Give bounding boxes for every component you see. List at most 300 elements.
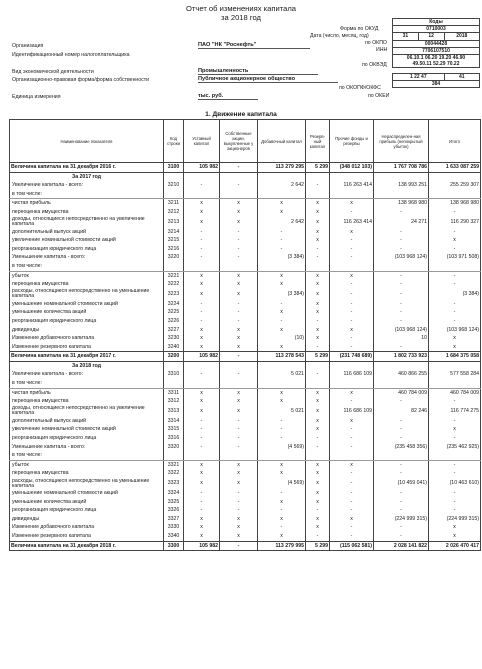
row-value: - — [220, 498, 258, 507]
row-code: 3220 — [164, 253, 184, 262]
report-title-line1: Отчет об изменениях капитала — [186, 4, 296, 13]
table-row — [10, 417, 481, 426]
row-value: 116 263 414 — [330, 217, 374, 228]
row-value: x — [220, 326, 258, 335]
row-code: 3224 — [164, 300, 184, 309]
row-value — [374, 262, 429, 271]
row-value — [306, 172, 330, 181]
row-label: За 2017 год — [10, 172, 164, 181]
row-value: x — [184, 326, 220, 335]
col-retained-earnings: Нераспределен-ная прибыль (непокрытый убыток) — [374, 120, 429, 163]
label-unit: Единица измерения — [12, 94, 61, 100]
row-value: (103 968 124) — [374, 253, 429, 262]
row-value: - — [220, 443, 258, 452]
table-row — [10, 199, 481, 208]
row-value: - — [429, 228, 481, 237]
row-value: x — [258, 397, 306, 406]
table-row — [10, 489, 481, 498]
row-value: (3 384) — [258, 289, 306, 300]
row-code: 3216 — [164, 245, 184, 254]
row-value: x — [258, 271, 306, 280]
row-value: - — [258, 236, 306, 245]
row-value: - — [374, 417, 429, 426]
row-value — [429, 172, 481, 181]
row-value: 255 259 307 — [429, 181, 481, 190]
row-code: 3322 — [164, 469, 184, 478]
row-value: - — [330, 334, 374, 343]
row-code: 3212 — [164, 208, 184, 217]
row-value: x — [429, 523, 481, 532]
table-row — [10, 271, 481, 280]
row-value: x — [184, 469, 220, 478]
row-value: 5 299 — [306, 163, 330, 173]
row-value: 116 686 109 — [330, 406, 374, 417]
row-value: 2 642 — [258, 181, 306, 190]
row-value: 460 784 009 — [429, 388, 481, 397]
value-activity: Промышленность — [198, 68, 318, 75]
row-value: x — [220, 208, 258, 217]
label-okei: по ОКЕИ — [368, 93, 390, 99]
row-label: дополнительный выпуск акций — [10, 417, 164, 426]
row-label: Уменьшение капитала - всего: — [10, 443, 164, 452]
row-value: - — [306, 434, 330, 443]
table-row — [10, 388, 481, 397]
row-value — [184, 379, 220, 388]
row-value: - — [306, 532, 330, 541]
row-value: x — [306, 334, 330, 343]
row-value — [258, 190, 306, 199]
row-value: x — [184, 397, 220, 406]
row-value: - — [374, 425, 429, 434]
row-code: 3213 — [164, 217, 184, 228]
row-value: x — [306, 199, 330, 208]
row-value: (103 971 508) — [429, 253, 481, 262]
row-value: x — [330, 199, 374, 208]
row-value: - — [374, 460, 429, 469]
row-value: - — [374, 498, 429, 507]
row-value — [258, 172, 306, 181]
row-value: x — [220, 460, 258, 469]
row-value — [330, 172, 374, 181]
row-value — [374, 190, 429, 199]
row-value — [330, 451, 374, 460]
row-code — [164, 451, 184, 460]
row-value: 2 642 — [258, 217, 306, 228]
row-value: - — [184, 245, 220, 254]
table-row — [10, 326, 481, 335]
table-row — [10, 334, 481, 343]
row-label: в том числе: — [10, 379, 164, 388]
row-code: 3210 — [164, 181, 184, 190]
row-label: переоценка имущества — [10, 208, 164, 217]
row-value: - — [220, 489, 258, 498]
row-value: - — [184, 417, 220, 426]
row-label: в том числе: — [10, 451, 164, 460]
row-value: - — [258, 523, 306, 532]
row-value: - — [429, 469, 481, 478]
table-row — [10, 532, 481, 541]
row-value: x — [258, 199, 306, 208]
row-value: - — [330, 308, 374, 317]
col-treasury-shares: Собственные акции, выкупленные у акционеров — [220, 120, 258, 163]
row-value: x — [306, 280, 330, 289]
row-value: - — [374, 236, 429, 245]
row-value: - — [429, 460, 481, 469]
row-code: 3215 — [164, 236, 184, 245]
row-value: 116 290 327 — [429, 217, 481, 228]
row-value: x — [306, 217, 330, 228]
row-label: уменьшение количества акций — [10, 498, 164, 507]
table-row — [10, 172, 481, 181]
row-value: x — [220, 334, 258, 343]
row-code: 3100 — [164, 163, 184, 173]
row-value: - — [184, 308, 220, 317]
row-label: переоценка имущества — [10, 280, 164, 289]
row-value: x — [330, 417, 374, 426]
label-okopf: по ОКОПФ/ОКФС — [339, 85, 381, 91]
row-value: 10 — [374, 334, 429, 343]
row-value: - — [184, 425, 220, 434]
value-legal-form: Публичное акционерное общество — [198, 76, 338, 83]
row-value — [220, 190, 258, 199]
row-value: x — [220, 469, 258, 478]
table-row — [10, 469, 481, 478]
row-value: x — [184, 478, 220, 489]
row-value: - — [429, 280, 481, 289]
row-value — [306, 451, 330, 460]
row-value — [306, 361, 330, 370]
table-row — [10, 163, 481, 173]
row-label: реорганизация юридического лица — [10, 317, 164, 326]
row-code: 3312 — [164, 397, 184, 406]
row-value — [429, 379, 481, 388]
table-row — [10, 460, 481, 469]
row-label: реорганизация юридического лица — [10, 506, 164, 515]
row-code: 3324 — [164, 489, 184, 498]
row-value: x — [184, 271, 220, 280]
row-value: - — [306, 253, 330, 262]
row-label: Уменьшение капитала - всего: — [10, 253, 164, 262]
row-value: x — [220, 515, 258, 524]
row-code: 3326 — [164, 506, 184, 515]
row-value: 5 299 — [306, 352, 330, 362]
row-value: - — [220, 506, 258, 515]
row-value: 460 866 255 — [374, 370, 429, 379]
table-row — [10, 289, 481, 300]
row-value: - — [184, 506, 220, 515]
row-value: (3 384) — [258, 253, 306, 262]
row-value: x — [220, 217, 258, 228]
row-value: - — [306, 181, 330, 190]
row-value: x — [306, 236, 330, 245]
row-value: x — [220, 523, 258, 532]
row-value: - — [184, 253, 220, 262]
row-value: x — [429, 343, 481, 352]
row-label: убыток — [10, 271, 164, 280]
row-value: - — [258, 434, 306, 443]
row-code: 3214 — [164, 228, 184, 237]
row-label: в том числе: — [10, 262, 164, 271]
row-value — [374, 379, 429, 388]
row-value: - — [330, 300, 374, 309]
row-value: x — [220, 343, 258, 352]
table-row — [10, 352, 481, 362]
table-row — [10, 541, 481, 551]
row-value: - — [330, 532, 374, 541]
row-value: x — [184, 532, 220, 541]
row-value: - — [306, 443, 330, 452]
code-okfs: 41 — [444, 73, 479, 80]
col-code: Код строки — [164, 120, 184, 163]
table-row — [10, 190, 481, 199]
label-okved: по ОКВЭД — [362, 62, 387, 68]
row-value: - — [220, 236, 258, 245]
row-value: - — [220, 370, 258, 379]
row-value: x — [258, 388, 306, 397]
row-value: (10 459 041) — [374, 478, 429, 489]
row-code: 3221 — [164, 271, 184, 280]
code-okved-line1: 06.10.1 06.20 19.20 46.90 — [406, 54, 466, 61]
label-okud: Форма по ОКУД — [340, 26, 379, 32]
section-title: 1. Движение капитала — [205, 111, 277, 118]
row-value: x — [306, 208, 330, 217]
row-value: 577 558 284 — [429, 370, 481, 379]
row-value: - — [429, 317, 481, 326]
row-code — [164, 262, 184, 271]
row-value: - — [429, 417, 481, 426]
table-row — [10, 262, 481, 271]
row-value: - — [220, 425, 258, 434]
row-value: - — [330, 443, 374, 452]
row-value — [184, 190, 220, 199]
row-value: (103 968 124) — [429, 326, 481, 335]
row-value: (4 569) — [258, 478, 306, 489]
row-label: уменьшение количества акций — [10, 308, 164, 317]
table-row — [10, 498, 481, 507]
row-value: - — [330, 280, 374, 289]
table-row — [10, 434, 481, 443]
row-code: 3230 — [164, 334, 184, 343]
row-code — [164, 379, 184, 388]
row-value: - — [220, 163, 258, 173]
row-value: 5 299 — [306, 541, 330, 551]
row-value: x — [220, 280, 258, 289]
row-value: - — [374, 280, 429, 289]
table-row — [10, 451, 481, 460]
code-okei: 384 — [393, 81, 480, 88]
code-date-year: 2018 — [444, 33, 479, 40]
row-value — [374, 172, 429, 181]
code-okopf: 1 22 47 — [393, 73, 445, 80]
row-value: - — [374, 317, 429, 326]
row-value: 5 021 — [258, 406, 306, 417]
row-value: - — [330, 253, 374, 262]
code-date-day: 31 — [393, 33, 419, 40]
row-value: - — [258, 300, 306, 309]
row-value: 1 767 708 786 — [374, 163, 429, 173]
row-value: - — [374, 300, 429, 309]
row-label: переоценка имущества — [10, 469, 164, 478]
table-row — [10, 406, 481, 417]
table-row — [10, 236, 481, 245]
row-code: 3323 — [164, 478, 184, 489]
row-code: 3225 — [164, 308, 184, 317]
row-code: 3320 — [164, 443, 184, 452]
row-label: Величина капитала на 31 декабря 2016 г. — [10, 163, 164, 173]
row-value: x — [330, 515, 374, 524]
row-value: - — [184, 317, 220, 326]
table-row — [10, 181, 481, 190]
row-value: x — [258, 460, 306, 469]
row-value: - — [306, 370, 330, 379]
row-code: 3314 — [164, 417, 184, 426]
row-value: - — [374, 308, 429, 317]
row-value: - — [258, 317, 306, 326]
row-value: x — [306, 460, 330, 469]
row-value: - — [220, 253, 258, 262]
row-value: - — [306, 245, 330, 254]
row-value: 2 026 470 417 — [429, 541, 481, 551]
row-value — [184, 451, 220, 460]
row-value — [220, 172, 258, 181]
row-value — [374, 451, 429, 460]
row-value — [429, 361, 481, 370]
row-value: 116 774 275 — [429, 406, 481, 417]
row-code: 3325 — [164, 498, 184, 507]
row-value — [258, 379, 306, 388]
table-row — [10, 317, 481, 326]
row-label: убыток — [10, 460, 164, 469]
row-value — [306, 262, 330, 271]
row-value — [429, 451, 481, 460]
row-value: x — [184, 289, 220, 300]
table-row — [10, 370, 481, 379]
table-row — [10, 361, 481, 370]
table-row — [10, 506, 481, 515]
row-value: x — [306, 388, 330, 397]
row-value: - — [330, 317, 374, 326]
row-label: в том числе: — [10, 190, 164, 199]
row-value: x — [330, 228, 374, 237]
row-value: x — [184, 208, 220, 217]
row-label: дивиденды — [10, 515, 164, 524]
row-value: - — [184, 236, 220, 245]
row-label: расходы, относящиеся непосредственно на уменьшение капитала — [10, 289, 164, 300]
table-row — [10, 523, 481, 532]
table-row — [10, 308, 481, 317]
row-value: - — [306, 317, 330, 326]
row-label: реорганизация юридического лица — [10, 245, 164, 254]
row-value: - — [330, 236, 374, 245]
row-label: чистая прибыль — [10, 199, 164, 208]
row-label: Изменение добавочного капитала — [10, 523, 164, 532]
row-value: x — [184, 523, 220, 532]
label-date: Дата (число, месяц, год) — [310, 33, 369, 39]
table-row — [10, 379, 481, 388]
row-label: дивиденды — [10, 326, 164, 335]
row-value — [184, 361, 220, 370]
row-value: 113 278 543 — [258, 352, 306, 362]
row-value: (10 463 610) — [429, 478, 481, 489]
row-value: - — [429, 498, 481, 507]
row-value: - — [330, 245, 374, 254]
row-value: - — [374, 228, 429, 237]
row-value: x — [184, 217, 220, 228]
row-value: (224 999 315) — [429, 515, 481, 524]
row-label: расходы, относящиеся непосредственно на уменьшение капитала — [10, 478, 164, 489]
row-value: x — [184, 406, 220, 417]
row-label: За 2018 год — [10, 361, 164, 370]
row-value: - — [330, 478, 374, 489]
row-value: - — [429, 397, 481, 406]
row-value: x — [258, 308, 306, 317]
row-value: (103 968 124) — [374, 326, 429, 335]
row-value: x — [306, 417, 330, 426]
row-value: 105 982 — [184, 541, 220, 551]
label-organization: Организация — [12, 43, 44, 49]
row-code: 3315 — [164, 425, 184, 434]
col-total: Итого — [429, 120, 481, 163]
row-value: - — [374, 489, 429, 498]
row-value — [330, 361, 374, 370]
row-value: - — [374, 271, 429, 280]
row-value: x — [306, 425, 330, 434]
row-value: x — [306, 498, 330, 507]
row-value: - — [330, 489, 374, 498]
table-row — [10, 478, 481, 489]
row-value: - — [330, 425, 374, 434]
row-value: - — [258, 489, 306, 498]
row-value — [306, 190, 330, 199]
row-value — [258, 361, 306, 370]
row-value: - — [184, 434, 220, 443]
row-value: x — [184, 515, 220, 524]
row-value — [184, 262, 220, 271]
col-other-funds: Прочие фонды и резервы — [330, 120, 374, 163]
codes-header: Коды — [393, 19, 480, 26]
row-code: 3300 — [164, 541, 184, 551]
row-value — [220, 379, 258, 388]
row-value: (348 012 103) — [330, 163, 374, 173]
row-value: - — [330, 498, 374, 507]
row-value: - — [184, 228, 220, 237]
report-title-line2: за 2018 год — [221, 13, 261, 22]
row-value: x — [184, 199, 220, 208]
label-activity: Вид экономической деятельности — [12, 69, 94, 75]
row-value: x — [306, 308, 330, 317]
row-value: 105 982 — [184, 163, 220, 173]
row-label: Изменение резервного капитала — [10, 343, 164, 352]
row-value: x — [306, 300, 330, 309]
codes-table — [392, 18, 480, 88]
row-value: x — [306, 289, 330, 300]
row-code: 3321 — [164, 460, 184, 469]
row-value: x — [184, 388, 220, 397]
row-value: x — [258, 208, 306, 217]
row-code: 3313 — [164, 406, 184, 417]
row-code — [164, 172, 184, 181]
row-value: x — [429, 334, 481, 343]
row-label: уменьшение номинальной стоимости акций — [10, 300, 164, 309]
row-value: x — [220, 397, 258, 406]
row-value — [374, 361, 429, 370]
col-indicator: Наименование показателя — [10, 120, 164, 163]
row-value: 116 686 109 — [330, 370, 374, 379]
row-value: 113 279 295 — [258, 163, 306, 173]
row-code: 3200 — [164, 352, 184, 362]
row-value: x — [258, 326, 306, 335]
row-value: - — [374, 245, 429, 254]
